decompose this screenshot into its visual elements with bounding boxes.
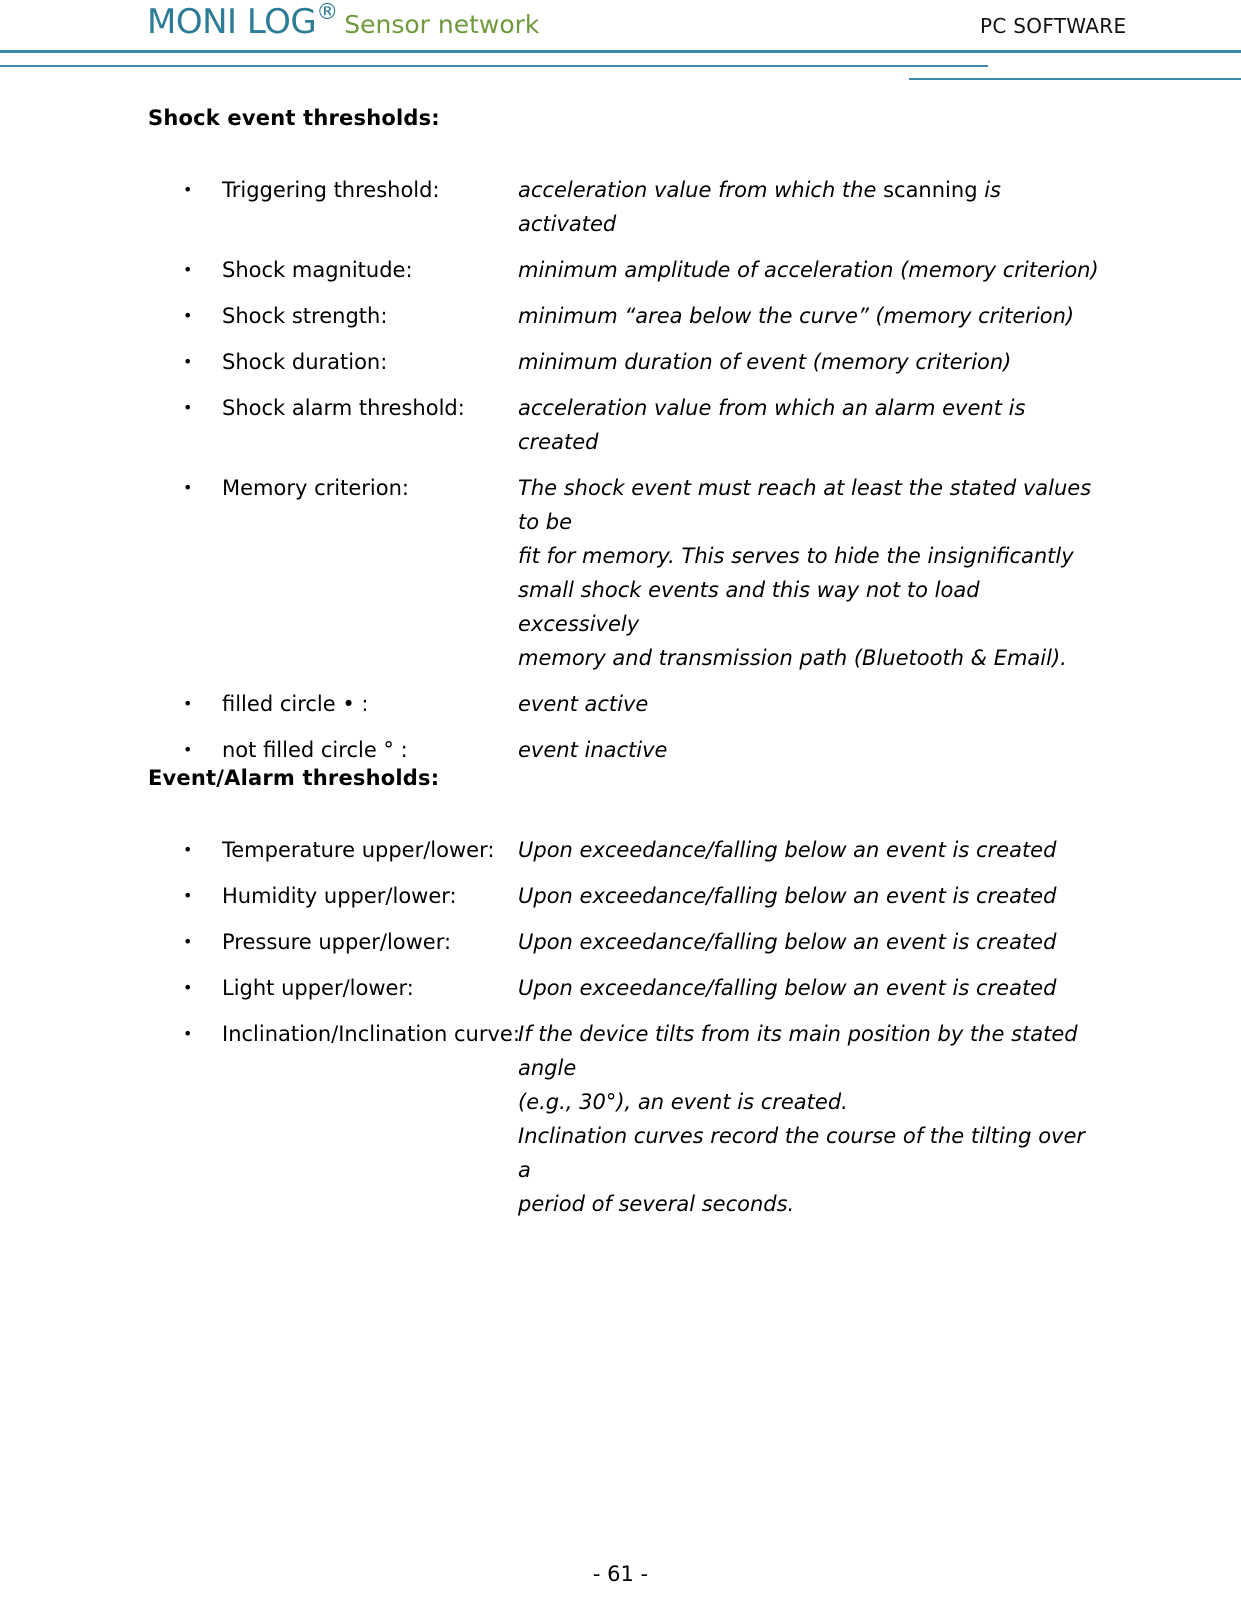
item-term: Pressure upper/lower: [222, 930, 452, 954]
item-description: minimum amplitude of acceleration (memory criterion) [518, 258, 1099, 282]
item-term: Shock alarm threshold: [222, 396, 465, 420]
item-description [518, 471, 1103, 675]
item-term: Triggering threshold: [222, 178, 440, 202]
description-line: (e.g., 30°), an event is created. [518, 1090, 848, 1114]
description-line: memory and transmission path (Bluetooth & Email). [518, 646, 1067, 670]
bullet-icon: • [183, 478, 193, 497]
item-description [518, 173, 1103, 241]
bullet-icon: • [183, 260, 193, 279]
list-item [0, 253, 1241, 287]
description-part-plain: scanning [883, 178, 978, 202]
brand-logo [147, 2, 539, 42]
item-term: Light upper/lower: [222, 976, 414, 1000]
list-item [0, 1017, 1241, 1221]
list-item [0, 173, 1241, 241]
item-description: Upon exceedance/falling below an event is created [518, 884, 1057, 908]
description-line: Inclination curves record the course of the tilting over a [518, 1124, 1086, 1182]
header-rule-middle [0, 65, 988, 67]
shock-section-title: Shock event thresholds: [148, 106, 440, 130]
page-number: - 61 - [592, 1562, 649, 1586]
item-term: Humidity upper/lower: [222, 884, 457, 908]
bullet-icon: • [183, 306, 193, 325]
shock-threshold-list [0, 173, 1241, 779]
bullet-icon: • [183, 840, 193, 859]
item-term: Memory criterion: [222, 476, 409, 500]
header-section-label: PC SOFTWARE [980, 14, 1127, 38]
description-part: is activated [518, 178, 1001, 236]
item-description: Upon exceedance/falling below an event is created [518, 930, 1057, 954]
item-term: Shock magnitude: [222, 258, 413, 282]
header-rule-bottom [909, 78, 1241, 80]
list-item [0, 299, 1241, 333]
brand-subtitle: Sensor network [344, 10, 540, 39]
item-description [518, 1017, 1103, 1221]
description-part: acceleration value from which the [518, 178, 884, 202]
page-header [0, 0, 1241, 90]
alarm-section-title: Event/Alarm thresholds: [148, 766, 440, 790]
list-item [0, 925, 1241, 959]
item-term: filled circle • : [222, 692, 369, 716]
item-term: Inclination/Inclination curve: [222, 1022, 520, 1046]
item-term: Temperature upper/lower: [222, 838, 495, 862]
item-description: minimum duration of event (memory criterion) [518, 350, 1012, 374]
header-rule-top [0, 50, 1241, 53]
item-description: event active [518, 692, 649, 716]
item-description: Upon exceedance/falling below an event is created [518, 838, 1057, 862]
item-description: Upon exceedance/falling below an event is created [518, 976, 1057, 1000]
item-description: minimum “area below the curve” (memory criterion) [518, 304, 1075, 328]
list-item [0, 345, 1241, 379]
description-line: fit for memory. This serves to hide the insignificantly [518, 544, 1074, 568]
list-item [0, 391, 1241, 459]
list-item [0, 971, 1241, 1005]
bullet-icon: • [183, 694, 193, 713]
bullet-icon: • [183, 932, 193, 951]
bullet-icon: • [183, 978, 193, 997]
list-item [0, 471, 1241, 675]
description-line: The shock event must reach at least the stated values to be [518, 476, 1092, 534]
item-description: event inactive [518, 738, 668, 762]
item-term: Shock duration: [222, 350, 388, 374]
item-term: Shock strength: [222, 304, 388, 328]
bullet-icon: • [183, 740, 193, 759]
list-item [0, 733, 1241, 767]
bullet-icon: • [183, 398, 193, 417]
bullet-icon: • [183, 352, 193, 371]
bullet-icon: • [183, 1024, 193, 1043]
bullet-icon: • [183, 886, 193, 905]
registered-mark: ® [316, 0, 339, 25]
alarm-threshold-list [0, 833, 1241, 1233]
bullet-icon: • [183, 180, 193, 199]
brand-name: MONI LOG [147, 2, 317, 42]
list-item [0, 687, 1241, 721]
list-item [0, 833, 1241, 867]
description-line: If the device tilts from its main position by the stated angle [518, 1022, 1078, 1080]
description-line: small shock events and this way not to load excessively [518, 578, 980, 636]
item-description: acceleration value from which an alarm event is created [518, 396, 1026, 454]
item-term: not filled circle ° : [222, 738, 408, 762]
description-line: period of several seconds. [518, 1192, 795, 1216]
list-item [0, 879, 1241, 913]
